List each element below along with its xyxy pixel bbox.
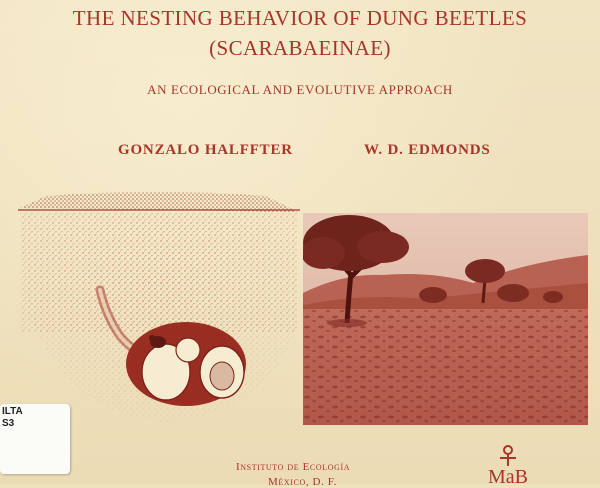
- publisher-city: México, D. F.: [268, 476, 337, 488]
- subtitle: AN ECOLOGICAL AND EVOLUTIVE APPROACH: [147, 82, 453, 97]
- landscape-photo: [303, 213, 588, 425]
- nest-cross-section-illustration: [16, 186, 302, 426]
- publisher-name: Instituto de Ecología: [236, 461, 351, 473]
- author-halffter: GONZALO HALFFTER: [118, 142, 293, 158]
- mab-logo-text: MaB: [488, 466, 528, 484]
- title-line-2: (SCARABAEINAE): [209, 36, 391, 60]
- mab-logo: [480, 444, 540, 484]
- library-call-number-label: [0, 404, 70, 474]
- author-edmonds: W. D. EDMONDS: [364, 142, 491, 158]
- label-line-2: S3: [2, 418, 15, 429]
- label-line-1: ILTA: [2, 406, 23, 417]
- title-line-1: THE NESTING BEHAVIOR OF DUNG BEETLES: [72, 6, 528, 30]
